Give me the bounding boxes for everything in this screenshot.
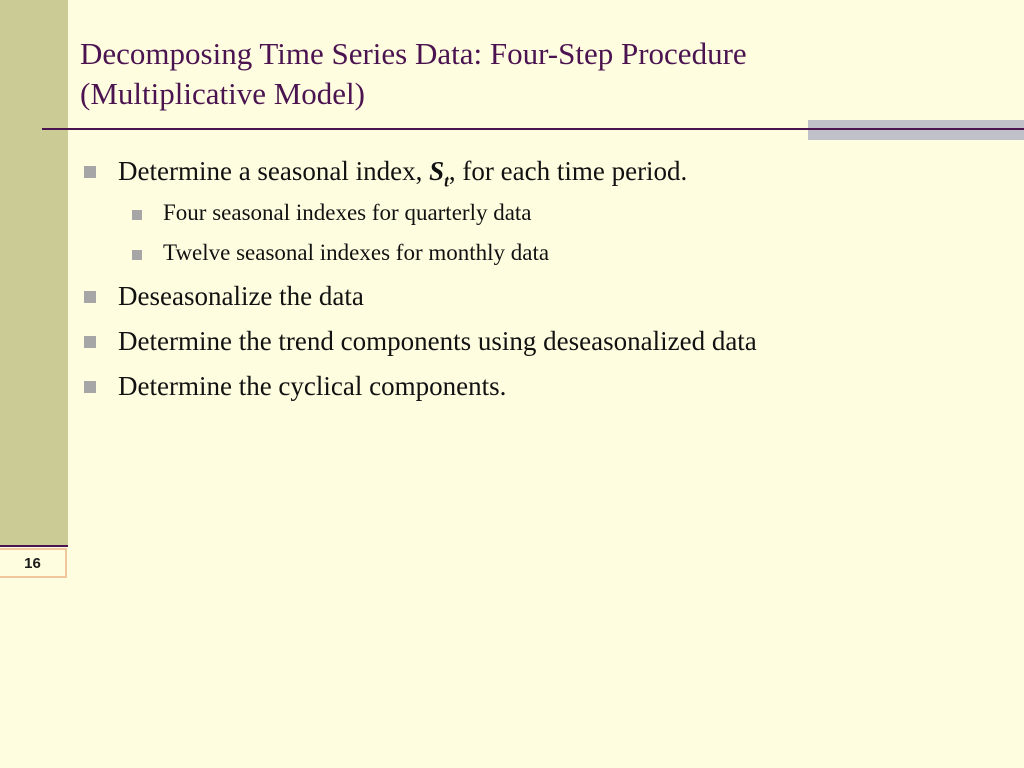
- symbol-subscript-t: t: [444, 171, 449, 191]
- sub-bullet-text: Four seasonal indexes for quarterly data: [163, 200, 532, 225]
- bullet-list: [82, 153, 1002, 413]
- square-bullet-icon: [132, 210, 142, 220]
- bullet-item-seasonal-index: [82, 153, 1002, 189]
- bullet-item-cyclical: [82, 368, 1002, 404]
- square-bullet-icon: [84, 381, 96, 393]
- title-line-1: Decomposing Time Series Data: Four-Step Procedure: [80, 36, 747, 71]
- sub-bullet-text: Twelve seasonal indexes for monthly data: [163, 240, 550, 265]
- square-bullet-icon: [132, 250, 142, 260]
- bullet-text: Determine the cyclical components.: [118, 371, 507, 401]
- sidebar-divider: [0, 545, 68, 547]
- title-rule-accent: [808, 120, 1024, 140]
- square-bullet-icon: [84, 291, 96, 303]
- bullet-text-suffix: , for each time period.: [448, 156, 688, 186]
- sub-bullet-quarterly: [82, 198, 1002, 228]
- bullet-text: Deseasonalize the data: [118, 281, 364, 311]
- bullet-item-deseasonalize: [82, 278, 1002, 314]
- title-rule: [42, 128, 1024, 130]
- title-line-2: (Multiplicative Model): [80, 76, 365, 111]
- square-bullet-icon: [84, 336, 96, 348]
- bullet-text-prefix: Determine a seasonal index,: [118, 156, 430, 186]
- symbol-s: S: [429, 156, 445, 186]
- seasonal-index-symbol: [429, 156, 449, 191]
- square-bullet-icon: [84, 166, 96, 178]
- page-number-box: [0, 548, 67, 578]
- sub-bullet-monthly: [82, 238, 1002, 268]
- page-number: 16: [24, 554, 41, 572]
- left-sidebar-band: [0, 0, 68, 545]
- bullet-item-trend: [82, 323, 1002, 359]
- bullet-text: Determine the trend components using deseasonalized data: [118, 326, 757, 356]
- slide-title: [80, 34, 980, 114]
